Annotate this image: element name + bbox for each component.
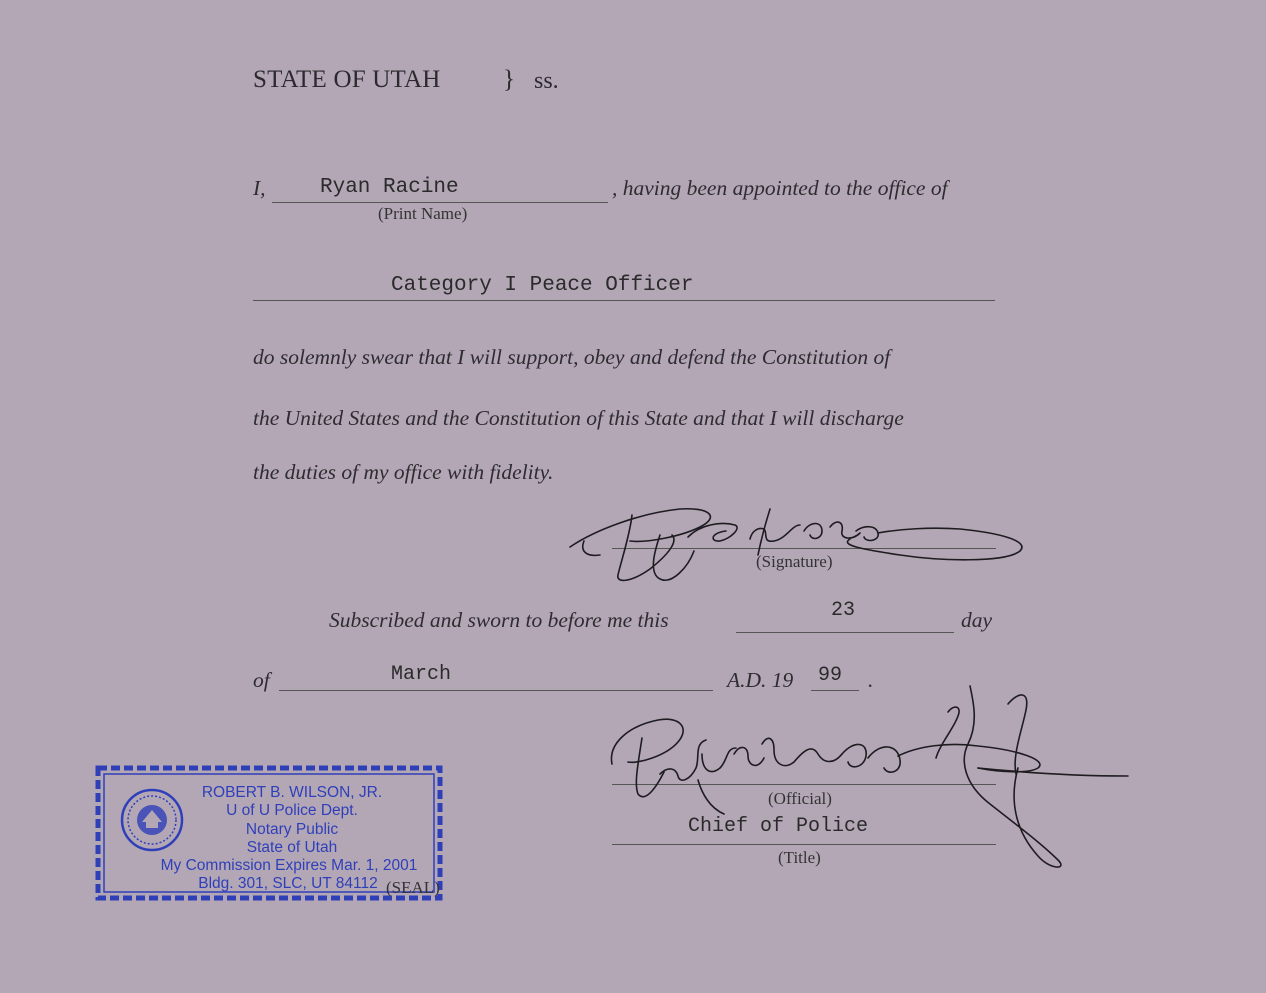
sworn-text: Subscribed and sworn to before me this <box>329 608 669 632</box>
of-label: of <box>253 668 270 692</box>
state-heading: STATE OF UTAH <box>253 66 441 93</box>
oath-line-3: the duties of my office with fidelity. <box>253 460 554 484</box>
name-underline <box>272 202 608 203</box>
office-underline <box>253 300 995 301</box>
signature-caption: (Signature) <box>756 552 833 571</box>
month-value: March <box>391 663 452 686</box>
oath-line-1: do solemnly swear that I will support, obey and defend the Constitution of <box>253 345 891 369</box>
stamp-notary-name: ROBERT B. WILSON, JR. <box>201 784 383 801</box>
day-value: 23 <box>831 599 856 622</box>
notary-seal-icon <box>120 788 184 852</box>
venue-brace: } <box>503 66 515 93</box>
day-label: day <box>961 608 993 632</box>
venue-ss: ss. <box>534 68 559 94</box>
stamp-notary-public: Notary Public <box>245 821 339 838</box>
officer-signature-image <box>560 495 1035 590</box>
oath-line-2: the United States and the Constitution of this State and that I will discharge <box>253 406 904 430</box>
officer-name: Ryan Racine <box>320 176 459 199</box>
title-caption: (Title) <box>778 848 821 867</box>
office-title: Category I Peace Officer <box>391 274 694 297</box>
ad-label: A.D. 19 <box>727 668 794 692</box>
stamp-commission: My Commission Expires Mar. 1, 2001 <box>160 857 418 874</box>
stamp-department: U of U Police Dept. <box>226 802 358 819</box>
day-underline <box>736 632 954 633</box>
stamp-state: State of Utah <box>246 839 338 856</box>
stamp-address: Bldg. 301, SLC, UT 84112 <box>198 875 378 892</box>
official-signature-image <box>598 684 1138 874</box>
official-title-value: Chief of Police <box>688 815 869 838</box>
appointed-text: , having been appointed to the office of <box>612 176 948 200</box>
title-underline <box>612 844 996 845</box>
print-name-caption: (Print Name) <box>378 204 468 223</box>
seal-label: (SEAL) <box>386 878 440 897</box>
oath-i-prefix: I, <box>253 176 266 200</box>
year-value: 99 <box>818 664 843 687</box>
year-period: . <box>868 668 874 692</box>
official-caption: (Official) <box>768 789 832 808</box>
